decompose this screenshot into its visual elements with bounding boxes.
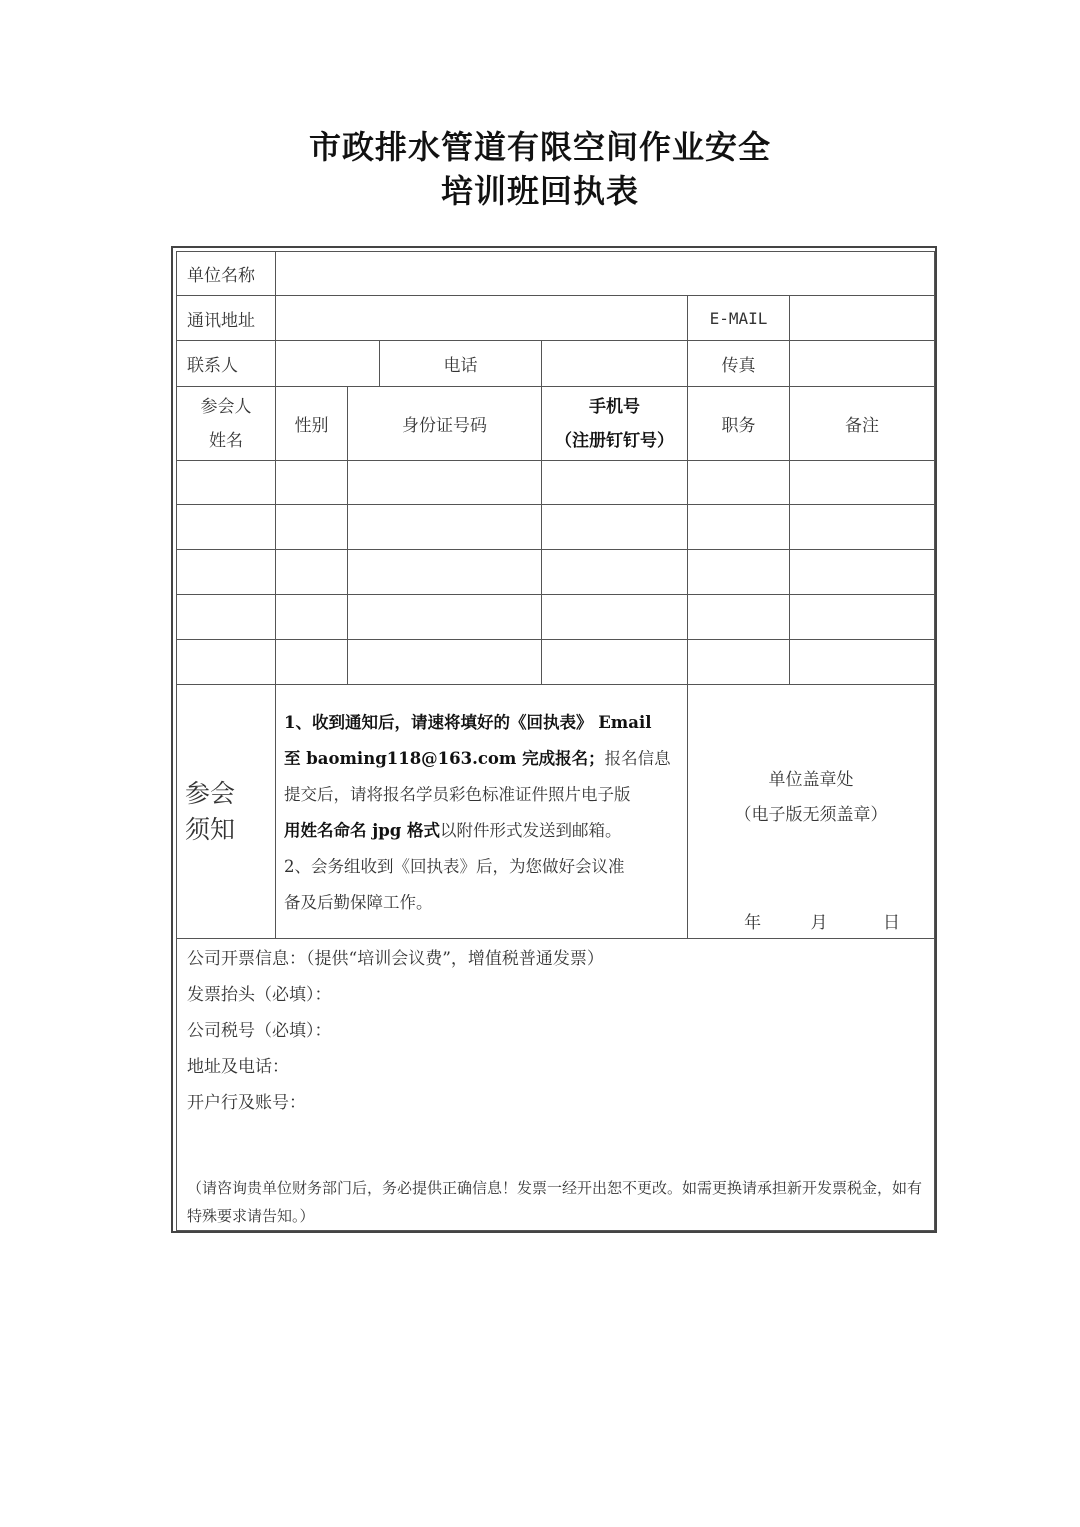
participant-name-cell[interactable] [177,505,276,550]
fax-label: 传真 [688,341,790,387]
stamp-date [688,908,934,933]
participant-gender-cell[interactable] [276,595,348,640]
participant-position-cell[interactable] [688,595,790,640]
invoice-tax-id-field[interactable]: 公司税号（必填）： [187,1021,332,1041]
stamp-note: （电子版无须盖章） [734,805,888,825]
participant-row [177,640,935,685]
notice-p2-line-1: 2、会务组收到《回执表》后，为您做好会议准 [284,857,625,876]
receipt-table [176,251,935,1231]
row-unit-name [177,252,935,296]
row-participant-headers [177,387,935,461]
notice-p1-normal-a: 报名信息 [604,749,671,768]
participant-row [177,461,935,505]
header-mobile [542,387,688,461]
notice-email-instruction: 至 baoming118@163.com 完成报名； [284,749,605,768]
notice-text [276,685,688,939]
row-invoice [177,939,935,1231]
participant-row [177,595,935,640]
invoice-address-phone-field[interactable]: 地址及电话： [187,1057,289,1077]
header-mobile-line-2: （注册钉钉号） [555,430,674,451]
notice-photo-format: 用姓名命名 jpg 格式 [284,821,441,840]
receipt-form [171,246,937,1233]
participant-remarks-cell[interactable] [790,640,935,685]
participant-id-cell[interactable] [348,461,542,505]
page-title-line-2: 培训班回执表 [440,172,639,210]
participant-id-cell[interactable] [348,550,542,595]
participant-mobile-cell[interactable] [542,505,688,550]
participant-name-cell[interactable] [177,461,276,505]
unit-name-label: 单位名称 [177,252,276,296]
participant-remarks-cell[interactable] [790,550,935,595]
participant-position-cell[interactable] [688,461,790,505]
row-contact [177,341,935,387]
participant-mobile-cell[interactable] [542,550,688,595]
header-mobile-line-1: 手机号 [589,396,640,417]
notice-p1-line-4 [284,813,681,849]
participant-position-cell[interactable] [688,505,790,550]
header-name-line-2: 姓名 [209,430,243,451]
header-participant-name [177,387,276,461]
row-notice [177,685,935,939]
invoice-title-field[interactable]: 发票抬头（必填）： [187,985,332,1005]
invoice-bank-account-field[interactable]: 开户行及账号： [187,1093,306,1113]
header-id-number: 身份证号码 [348,387,542,461]
notice-p1-line-3: 提交后，请将报名学员彩色标准证件照片电子版 [284,785,631,804]
notice-label-line-2: 须知 [185,814,236,844]
participant-id-cell[interactable] [348,505,542,550]
unit-name-field[interactable] [276,252,935,296]
participant-name-cell[interactable] [177,595,276,640]
participant-remarks-cell[interactable] [790,595,935,640]
header-position: 职务 [688,387,790,461]
participant-gender-cell[interactable] [276,640,348,685]
date-month: 月 [810,913,828,933]
invoice-header: 公司开票信息：（提供“培训会议费”，增值税普通发票） [187,949,604,969]
notice-p1-line-2 [284,741,681,777]
participant-id-cell[interactable] [348,595,542,640]
stamp-area[interactable] [688,685,935,939]
address-label: 通讯地址 [177,296,276,341]
participant-row [177,550,935,595]
date-year: 年 [744,913,762,933]
notice-p1-normal-c: 以附件形式发送到邮箱。 [440,821,622,840]
contact-field[interactable] [276,341,380,387]
notice-label [177,685,276,939]
participant-gender-cell[interactable] [276,550,348,595]
participant-gender-cell[interactable] [276,461,348,505]
participant-id-cell[interactable] [348,640,542,685]
page-title-line-1: 市政排水管道有限空间作业安全 [308,128,771,166]
contact-label: 联系人 [177,341,276,387]
phone-field[interactable] [542,341,688,387]
participant-position-cell[interactable] [688,550,790,595]
participant-remarks-cell[interactable] [790,505,935,550]
date-day: 日 [882,913,900,933]
participant-name-cell[interactable] [177,550,276,595]
header-remarks: 备注 [790,387,935,461]
address-field[interactable] [276,296,688,341]
participant-row [177,505,935,550]
participant-name-cell[interactable] [177,640,276,685]
participant-mobile-cell[interactable] [542,595,688,640]
email-label: E-MAIL [688,296,790,341]
header-gender: 性别 [276,387,348,461]
participant-remarks-cell[interactable] [790,461,935,505]
notice-label-line-1: 参会 [185,778,236,808]
phone-label: 电话 [380,341,542,387]
stamp-label: 单位盖章处 [768,770,854,790]
participant-mobile-cell[interactable] [542,640,688,685]
notice-p2-line-2: 备及后勤保障工作。 [284,893,433,912]
header-name-line-1: 参会人 [200,396,252,417]
notice-p1-line-1: 1、收到通知后，请速将填好的《回执表》 Email [284,713,652,732]
participant-position-cell[interactable] [688,640,790,685]
participant-mobile-cell[interactable] [542,461,688,505]
participant-gender-cell[interactable] [276,505,348,550]
fax-field[interactable] [790,341,935,387]
invoice-section [177,939,935,1231]
row-address [177,296,935,341]
invoice-note: （请咨询贵单位财务部门后，务必提供正确信息！发票一经开出恕不更改。如需更换请承担新开发票税金，如有特殊要求请告知。） [187,1179,923,1225]
email-field[interactable] [790,296,935,341]
